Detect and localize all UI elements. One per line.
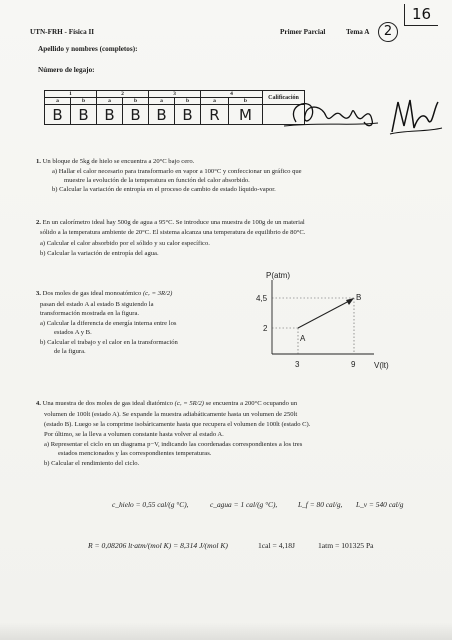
sub-header: a — [97, 98, 123, 105]
y-axis-label: P(atm) — [266, 271, 290, 280]
problem-number: 3. — [36, 290, 41, 297]
answer-cell: M — [228, 105, 262, 125]
problem-3-part-b: b) Calcular el trabajo y el calor en la transformación — [40, 339, 178, 346]
question-header: 2 — [97, 91, 149, 98]
legajo-label: Número de legajo: — [38, 66, 95, 74]
problem-1-part-b — [52, 186, 414, 195]
course-name: UTN-FRH - Física II — [30, 28, 95, 36]
problem-3-line: pasan del estado A al estado B siguiendo la — [40, 301, 154, 308]
y-tick-label: 4,5 — [256, 294, 268, 303]
page-bottom-shadow — [0, 622, 452, 640]
problem-1-stem: Un bloque de 5kg de hielo se encuentra a 20°C bajo cero. — [42, 158, 195, 165]
problem-2 — [36, 219, 416, 228]
sub-header: a — [45, 98, 71, 105]
problem-2-part-a: a) Calcular el calor absorbido por el sólido y su calor específico. — [40, 240, 210, 247]
problem-2-stem-cont: sólido a la temperatura ambiente de 20°C. El sistema alcanza una temperatura de equilibrio de 80°C. — [40, 229, 306, 236]
x-axis-label: V(lt) — [374, 361, 389, 370]
problem-number: 2. — [36, 219, 41, 226]
formula-atmosphere: 1atm = 101325 Pa — [318, 541, 374, 550]
name-label: Apellido y nombres (completos): — [38, 45, 138, 53]
part-text: Calcular la variación de entropía en el proceso de cambio de estado líquido-vapor. — [59, 186, 276, 193]
formula-c-agua: c_agua = 1 cal/(g °C), — [210, 500, 278, 509]
answer-cell: R — [201, 105, 229, 125]
x-tick-label: 3 — [295, 360, 300, 369]
problem-3-line: transformación mostrada en la figura. — [40, 310, 140, 317]
grade-header: Calificación — [263, 91, 305, 105]
pv-diagram — [254, 270, 400, 380]
problem-1-part-a — [52, 168, 414, 177]
problem-1 — [36, 158, 416, 167]
answer-cell: B — [71, 105, 97, 125]
exam-topic: Tema A — [346, 28, 370, 36]
question-header: 4 — [201, 91, 263, 98]
process-line — [298, 300, 351, 328]
sub-header: b — [175, 98, 201, 105]
problem-3-cv: (cᵥ = 3R/2) — [142, 290, 173, 297]
problem-4 — [36, 400, 420, 409]
problem-4-line: se encuentra a 200°C ocupando un — [205, 400, 298, 407]
page-number: 16 — [404, 4, 438, 26]
problem-3-part-a: a) Calcular la diferencia de energía interna entre los — [40, 320, 177, 327]
problem-4-cv: (cᵥ = 5R/2) — [174, 400, 205, 407]
y-tick-label: 2 — [263, 324, 268, 333]
answer-cell: B — [97, 105, 123, 125]
part-text: Hallar el calor necesario para transformarlo en vapor a 100°C y confeccionar un gráfico que — [58, 168, 302, 175]
problem-3-line: Dos moles de gas ideal monoatómico — [42, 290, 142, 297]
formula-latent-vapor: L_v = 540 cal/g — [356, 500, 404, 509]
problem-number: 4. — [36, 400, 41, 407]
point-a-label: A — [300, 334, 306, 343]
answer-cell: B — [45, 105, 71, 125]
problem-3-part-b-cont: de la figura. — [54, 348, 86, 355]
problem-4-line: volumen de 100lt (estado A). Se expande la muestra adiabáticamente hasta un volumen de 250lt — [44, 411, 298, 418]
handwritten-initials — [386, 92, 446, 140]
sub-header: b — [123, 98, 149, 105]
question-header: 3 — [149, 91, 201, 98]
sub-header: a — [149, 98, 175, 105]
problem-2-part-b: b) Calcular la variación de entropía del agua. — [40, 250, 159, 257]
formula-gas-constant: R = 0,08206 lt·atm/(mol K) = 8,314 J/(mol K) — [88, 541, 228, 550]
sub-header: b — [228, 98, 262, 105]
answer-cell: B — [175, 105, 201, 125]
problem-number: 1. — [36, 158, 41, 165]
problem-4-line: Por último, se la lleva a volumen constante hasta volver al estado A. — [44, 431, 224, 438]
sub-header: b — [71, 98, 97, 105]
problem-3 — [36, 290, 266, 299]
problem-4-line: Una muestra de dos moles de gas ideal diatómico — [42, 400, 173, 407]
point-b-label: B — [356, 293, 362, 302]
part-label: a) — [52, 168, 58, 175]
topic-circled-number: 2 — [378, 22, 398, 42]
x-tick-label: 9 — [351, 360, 356, 369]
formula-latent-fusion: L_f = 80 cal/g, — [298, 500, 343, 509]
problem-2-stem: En un calorímetro ideal hay 500g de agua a 95°C. Se introduce una muestra de 100g de un material — [42, 219, 305, 226]
problem-4-part-b: b) Calcular el rendimiento del ciclo. — [44, 460, 140, 467]
answer-cell: B — [149, 105, 175, 125]
handwritten-signature — [282, 92, 392, 136]
arrowhead — [346, 298, 354, 305]
answer-cell: B — [123, 105, 149, 125]
part-label: b) — [52, 186, 58, 193]
question-header: 1 — [45, 91, 97, 98]
formula-c-hielo: c_hielo = 0,55 cal/(g °C), — [112, 500, 189, 509]
problem-1-part-a-cont: muestre la evolución de la temperatura en función del calor absorbido. — [64, 177, 250, 184]
problem-4-part-a: a) Representar el ciclo en un diagrama p−V, indicando las coordenadas correspondientes a los tres — [44, 441, 303, 448]
problem-3-part-a-cont: estados A y B. — [54, 329, 92, 336]
grades-table — [44, 90, 305, 125]
problem-4-part-a-cont: estados mencionados y las correspondientes temperaturas. — [58, 450, 212, 457]
exam-name: Primer Parcial — [280, 28, 326, 36]
sub-header: a — [201, 98, 229, 105]
problem-4-line: (estado B). Luego se la comprime isobáricamente hasta que recupera el volumen de 100lt (estado C). — [44, 421, 311, 428]
formula-calorie: 1cal = 4,18J — [258, 541, 295, 550]
